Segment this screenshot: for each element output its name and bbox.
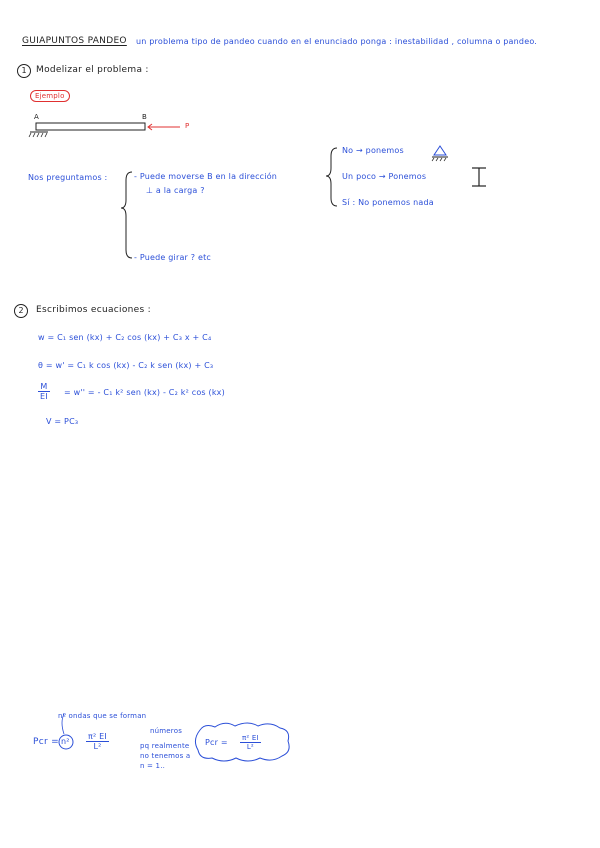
boxed-critical-load-numerator: π² EI [242,734,259,742]
point-a-label: A [34,113,39,121]
critical-load-numerator: π² EI [88,732,107,741]
moment-denominator: EI [40,392,48,401]
waves-note: nº ondas que se forman [58,712,147,720]
equation-moment: = w'' = - C₁ k² sen (kx) - C₂ k² cos (kx) [64,388,225,397]
side-note-line-2: pq realmente [140,742,190,750]
boxed-critical-load-denominator: L² [246,743,254,751]
force-label: P [185,122,190,130]
answer-1: No → ponemos [342,146,404,155]
questions-brace [121,172,132,258]
equation-shear: V = PC₃ [46,417,79,426]
point-b-label: B [142,113,148,121]
critical-load-fraction [86,732,109,751]
critical-load-label: Pcr = [33,737,59,747]
question-2: - Puede girar ? etc [134,253,212,262]
moment-fraction [38,382,50,401]
questions-label: Nos preguntamos : [28,173,108,182]
question-1-line-2: ⊥ a la carga ? [146,186,205,195]
answers-brace [326,148,337,206]
n-squared: n² [61,737,70,746]
side-note-line-1: números [150,727,183,735]
page-title: GUIAPUNTOS PANDEO [22,36,127,46]
section-2-heading: Escribimos ecuaciones : [36,305,151,315]
question-1-line-1: - Puede moverse B en la dirección [134,172,278,181]
moment-numerator: M [38,382,50,392]
critical-load-denominator: L² [93,742,102,751]
answer-2: Un poco → Ponemos [342,172,427,181]
side-note-line-4: n = 1.. [140,762,166,770]
header-description: un problema tipo de pandeo cuando en el enunciado ponga : inestabilidad , columna o pandeo. [136,37,538,46]
example-label: Ejemplo [30,90,70,102]
equation-deflection: w = C₁ sen (kx) + C₂ cos (kx) + C₃ x + C₄ [38,333,212,342]
spring-support-icon [472,168,486,186]
boxed-critical-load-label: Pcr = [205,738,228,747]
beam [36,123,145,130]
section-1-heading: Modelizar el problema : [36,65,149,75]
equation-rotation: θ = w' = C₁ k cos (kx) - C₂ k sen (kx) + C₃ [38,361,214,370]
boxed-critical-load-fraction [240,734,261,751]
pin-support-icon [432,146,448,161]
section-2-number: 2 [14,304,28,318]
answer-3: Sí : No ponemos nada [342,198,434,207]
side-note-line-3: no tenemos a [140,752,191,760]
section-1-number: 1 [17,64,31,78]
